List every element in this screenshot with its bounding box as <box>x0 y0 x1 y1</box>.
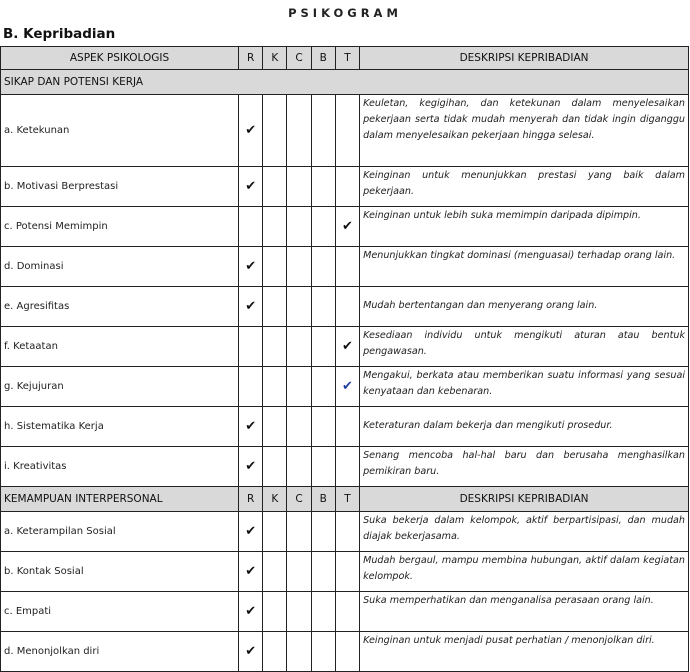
aspek-label: b. Kontak Sosial <box>1 552 239 592</box>
aspek-label: b. Motivasi Berprestasi <box>1 167 239 207</box>
description: Keteraturan dalam bekerja dan mengikuti prosedur. <box>360 407 689 447</box>
mark-t: ✔ <box>335 207 359 247</box>
mark-t: ✔ <box>335 327 359 367</box>
header-b: B <box>311 47 335 70</box>
mark-b <box>311 247 335 287</box>
aspek-label: i. Kreativitas <box>1 447 239 487</box>
mark-b <box>311 407 335 447</box>
table-row <box>1 247 689 287</box>
mark-r: ✔ <box>239 247 263 287</box>
mark-t <box>335 592 359 632</box>
mark-k <box>263 407 287 447</box>
aspek-label: d. Dominasi <box>1 247 239 287</box>
table-row <box>1 447 689 487</box>
aspek-label: a. Keterampilan Sosial <box>1 512 239 552</box>
mark-t <box>335 287 359 327</box>
mark-r <box>239 207 263 247</box>
mark-c <box>287 512 311 552</box>
table-row <box>1 327 689 367</box>
description: Kesediaan individu untuk mengikuti aturan atau bentuk pengawasan. <box>360 327 689 367</box>
table-header-row <box>1 47 689 70</box>
mark-t <box>335 247 359 287</box>
mark-k <box>263 447 287 487</box>
description: Menunjukkan tingkat dominasi (menguasai) terhadap orang lain. <box>360 247 689 287</box>
mark-k <box>263 512 287 552</box>
mark-k <box>263 367 287 407</box>
psikogram-table <box>0 46 689 672</box>
group2-header-r: R <box>239 487 263 512</box>
description: Mengakui, berkata atau memberikan suatu informasi yang sesuai kenyataan dan kebenaran. <box>360 367 689 407</box>
mark-r: ✔ <box>239 95 263 167</box>
mark-b <box>311 512 335 552</box>
mark-k <box>263 207 287 247</box>
mark-r: ✔ <box>239 287 263 327</box>
mark-c <box>287 207 311 247</box>
group2-header-desc: DESKRIPSI KEPRIBADIAN <box>360 487 689 512</box>
mark-t <box>335 552 359 592</box>
description: Senang mencoba hal-hal baru dan berusaha menghasilkan pemikiran baru. <box>360 447 689 487</box>
table-row <box>1 167 689 207</box>
mark-k <box>263 592 287 632</box>
table-row <box>1 95 689 167</box>
aspek-label: h. Sistematika Kerja <box>1 407 239 447</box>
aspek-label: e. Agresifitas <box>1 287 239 327</box>
mark-t <box>335 632 359 672</box>
mark-c <box>287 447 311 487</box>
mark-k <box>263 247 287 287</box>
group2-header-k: K <box>263 487 287 512</box>
group2-header-c: C <box>287 487 311 512</box>
aspek-label: f. Ketaatan <box>1 327 239 367</box>
mark-c <box>287 367 311 407</box>
mark-b <box>311 592 335 632</box>
header-t: T <box>335 47 359 70</box>
mark-t <box>335 407 359 447</box>
mark-c <box>287 167 311 207</box>
table-row <box>1 552 689 592</box>
aspek-label: g. Kejujuran <box>1 367 239 407</box>
mark-k <box>263 552 287 592</box>
mark-b <box>311 552 335 592</box>
mark-b <box>311 287 335 327</box>
mark-r: ✔ <box>239 552 263 592</box>
header-aspek: ASPEK PSIKOLOGIS <box>1 47 239 70</box>
group-title-sikap: SIKAP DAN POTENSI KERJA <box>1 70 689 95</box>
mark-r: ✔ <box>239 512 263 552</box>
mark-c <box>287 287 311 327</box>
table-row <box>1 632 689 672</box>
section-title: B. Kepribadian <box>3 26 116 42</box>
mark-b <box>311 207 335 247</box>
table-row <box>1 592 689 632</box>
aspek-label: c. Potensi Memimpin <box>1 207 239 247</box>
header-c: C <box>287 47 311 70</box>
mark-k <box>263 167 287 207</box>
mark-c <box>287 552 311 592</box>
header-desc: DESKRIPSI KEPRIBADIAN <box>360 47 689 70</box>
header-k: K <box>263 47 287 70</box>
mark-t <box>335 95 359 167</box>
group-title-interpersonal: KEMAMPUAN INTERPERSONAL <box>1 487 239 512</box>
mark-b <box>311 367 335 407</box>
mark-b <box>311 632 335 672</box>
description: Mudah bergaul, mampu membina hubungan, aktif dalam kegiatan kelompok. <box>360 552 689 592</box>
mark-c <box>287 247 311 287</box>
description: Keinginan untuk menjadi pusat perhatian / menonjolkan diri. <box>360 632 689 672</box>
mark-c <box>287 95 311 167</box>
group-row-sikap <box>1 70 689 95</box>
table-row <box>1 207 689 247</box>
group2-header-t: T <box>335 487 359 512</box>
mark-c <box>287 632 311 672</box>
description: Keuletan, kegigihan, dan ketekunan dalam menyelesaikan pekerjaan serta tidak mudah menyerah dan tidak ingin diganggu dalam menyelesaikan pekerjaan hingga selesai. <box>360 95 689 167</box>
mark-t <box>335 512 359 552</box>
description: Suka memperhatikan dan menganalisa perasaan orang lain. <box>360 592 689 632</box>
mark-r <box>239 327 263 367</box>
mark-r: ✔ <box>239 407 263 447</box>
mark-r <box>239 367 263 407</box>
table-row <box>1 287 689 327</box>
header-r: R <box>239 47 263 70</box>
table-row <box>1 367 689 407</box>
aspek-label: a. Ketekunan <box>1 95 239 167</box>
mark-t <box>335 447 359 487</box>
description: Suka bekerja dalam kelompok, aktif berpartisipasi, dan mudah diajak bekerjasama. <box>360 512 689 552</box>
mark-k <box>263 287 287 327</box>
mark-b <box>311 95 335 167</box>
description: Mudah bertentangan dan menyerang orang lain. <box>360 287 689 327</box>
aspek-label: c. Empati <box>1 592 239 632</box>
mark-t <box>335 167 359 207</box>
mark-t: ✔ <box>335 367 359 407</box>
mark-c <box>287 592 311 632</box>
group-row-interpersonal <box>1 487 689 512</box>
mark-r: ✔ <box>239 592 263 632</box>
page-title: PSIKOGRAM <box>288 6 402 20</box>
description: Keinginan untuk menunjukkan prestasi yang baik dalam pekerjaan. <box>360 167 689 207</box>
table-row <box>1 512 689 552</box>
aspek-label: d. Menonjolkan diri <box>1 632 239 672</box>
mark-c <box>287 407 311 447</box>
mark-k <box>263 632 287 672</box>
mark-b <box>311 327 335 367</box>
mark-b <box>311 447 335 487</box>
mark-r: ✔ <box>239 632 263 672</box>
group2-header-b: B <box>311 487 335 512</box>
mark-c <box>287 327 311 367</box>
description: Keinginan untuk lebih suka memimpin daripada dipimpin. <box>360 207 689 247</box>
mark-k <box>263 95 287 167</box>
mark-k <box>263 327 287 367</box>
table-row <box>1 407 689 447</box>
mark-b <box>311 167 335 207</box>
mark-r: ✔ <box>239 447 263 487</box>
mark-r: ✔ <box>239 167 263 207</box>
